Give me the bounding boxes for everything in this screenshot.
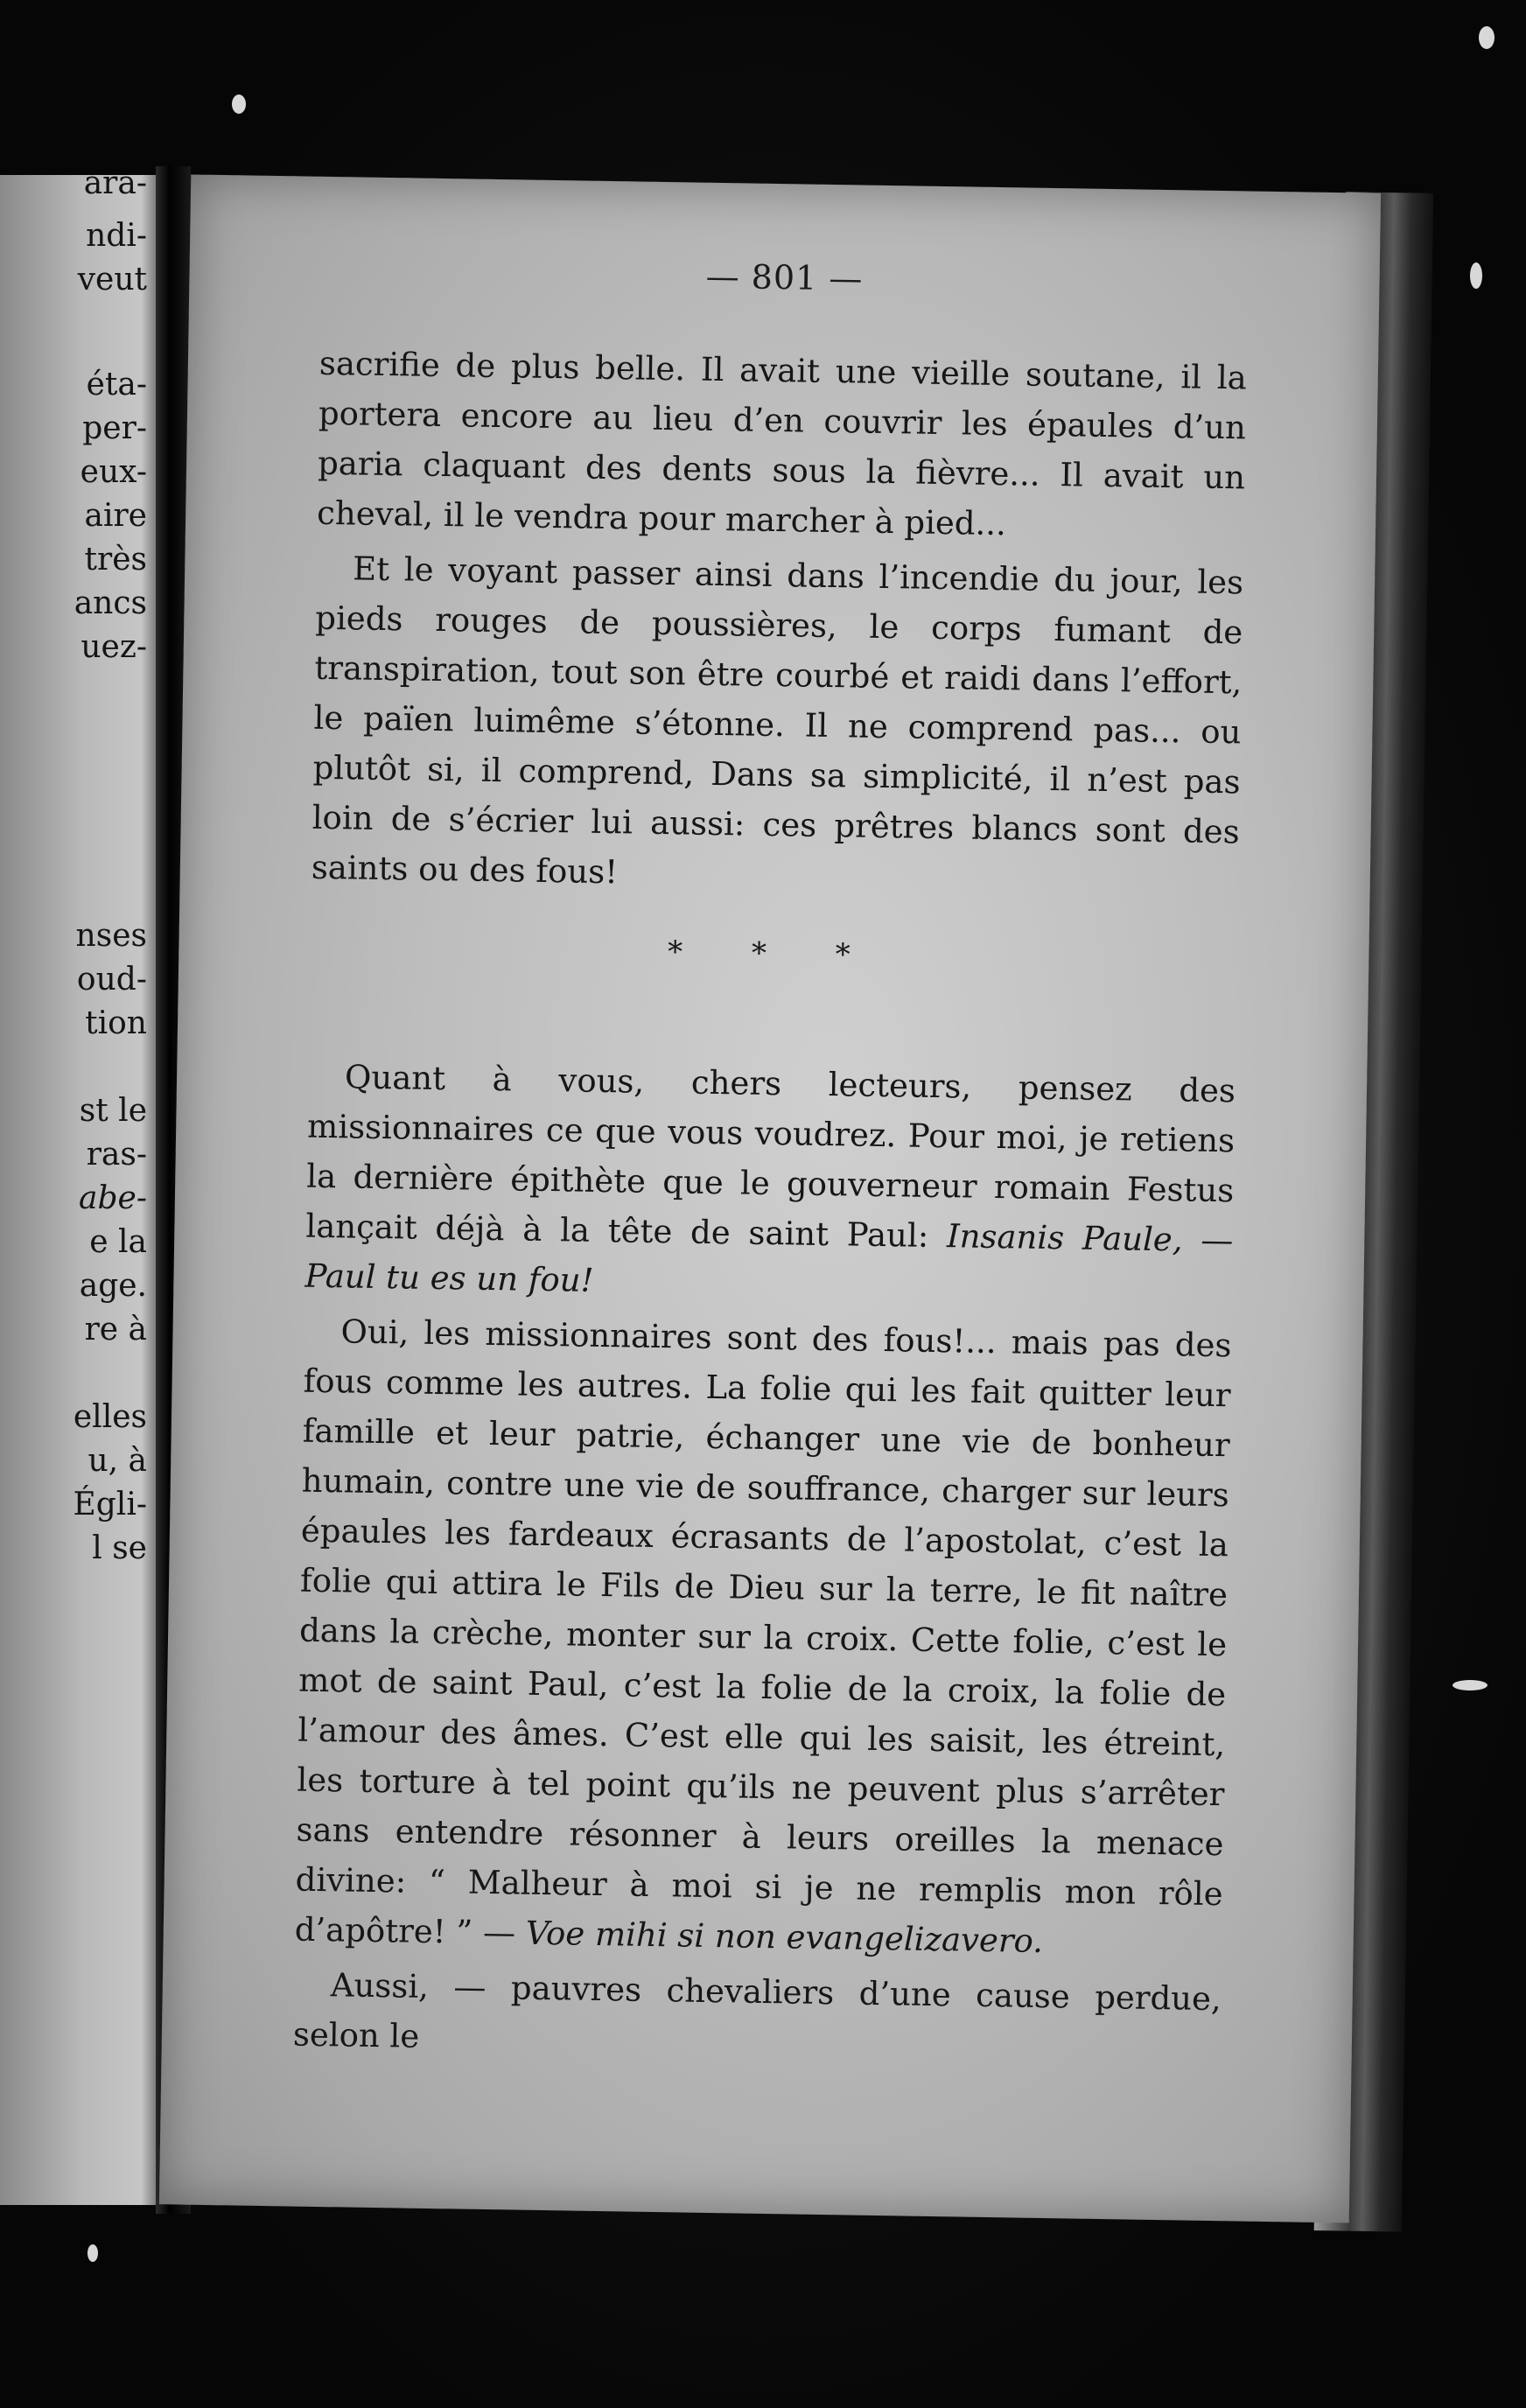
previous-page-line: aire bbox=[84, 498, 147, 534]
paragraph bbox=[304, 1052, 1236, 1316]
previous-page-line: nses bbox=[75, 918, 147, 954]
scan-speck bbox=[88, 2244, 98, 2262]
page-number: — 801 — bbox=[705, 256, 864, 298]
italic-text: Insanis Paule, — Paul tu es un fou! bbox=[304, 1217, 1234, 1299]
previous-page-line: e la bbox=[89, 1224, 147, 1260]
paragraph bbox=[292, 1960, 1222, 2075]
paragraph bbox=[294, 1306, 1232, 1970]
scan-speck bbox=[1479, 26, 1494, 49]
previous-page-line: uez- bbox=[80, 629, 147, 665]
previous-page-line: ancs bbox=[74, 585, 147, 621]
previous-page-line: st le bbox=[79, 1093, 147, 1129]
text-block-bottom bbox=[292, 1052, 1236, 2080]
text-run: sacrifie de plus belle. Il avait une vieille soutane, il la portera encore au lieu d’en couvrir les épaules d’un paria claquant des dents sous la fièvre... Il avait un cheval, il le vendra pour marcher à pied... bbox=[316, 344, 1248, 543]
text-block-top bbox=[311, 339, 1247, 913]
previous-page-fragment bbox=[0, 175, 166, 2205]
paragraph bbox=[317, 339, 1247, 553]
paragraph bbox=[311, 543, 1243, 907]
previous-page-line: elles bbox=[73, 1399, 147, 1435]
previous-page-line: oud- bbox=[76, 962, 147, 998]
previous-page-line: abe- bbox=[79, 1180, 147, 1216]
previous-page-line: l se bbox=[92, 1530, 147, 1566]
previous-page-line: per- bbox=[82, 410, 147, 446]
previous-page-line: u, à bbox=[88, 1443, 147, 1479]
previous-page-line: éta- bbox=[86, 367, 147, 402]
text-run: Et le voyant passer ainsi dans l’incendie du jour, les pieds rouges de poussières, le corps fumant de transpiration, tout son être courbé et raidi dans l’effort, le païen luimême s’étonne. Il ne comprend pas... ou plutôt si, il comprend, Dans sa simplicité, il n’est pas loin de s’écrier lui aussi: ces prêtres blancs sont des saints ou des fous! bbox=[311, 550, 1244, 892]
book-page bbox=[159, 174, 1381, 2222]
italic-text: Voe mihi si non evangelizavero. bbox=[525, 1914, 1044, 1961]
text-run: Quant à vous, chers lecteurs, pensez des missionnaires ce que vous voudrez. Pour moi, je retiens la dernière épithète que le gouverneur romain Festus lançait déjà à la tête de saint Paul: bbox=[305, 1058, 1236, 1256]
text-run: Oui, les missionnaires sont des fous!... mais pas des fous comme les autres. La folie qui les fait quitter leur famille et leur patrie, échanger une vie de bonheur humain, contre une vie de souffrance, charger sur leurs épaules les fardeaux écrasants de l’apostolat, c’est la folie qui attira le Fils de Dieu sur la terre, le fit naître dans la crèche, monter sur la croix. Cette folie, c’est le mot de saint Paul, c’est la folie de la croix, la folie de l’amour des âmes. C’est elle qui les saisit, les étreint, les torture à tel point qu’ils ne peuvent plus s’arrêter sans entendre résonner à leurs oreilles la menace divine: “ Malheur à moi si je ne remplis mon rôle d’apôtre! ” — bbox=[294, 1312, 1232, 1952]
previous-page-line: ndi- bbox=[86, 218, 147, 254]
text-run: Aussi, — pauvres chevaliers d’une cause perdue, selon le bbox=[292, 1966, 1222, 2055]
previous-page-line: age. bbox=[79, 1268, 147, 1304]
previous-page-line: veut bbox=[77, 262, 147, 298]
previous-page-line: ras- bbox=[86, 1137, 147, 1172]
section-separator: * * * bbox=[667, 934, 881, 973]
previous-page-line: re à bbox=[84, 1312, 147, 1348]
previous-page-line: ara- bbox=[83, 175, 147, 201]
previous-page-line: tion bbox=[85, 1005, 147, 1041]
scan-speck bbox=[1470, 262, 1482, 289]
scan-speck bbox=[232, 94, 246, 114]
previous-page-line: eux- bbox=[80, 454, 147, 490]
previous-page-line: Égli- bbox=[73, 1487, 147, 1522]
scan-speck bbox=[1452, 1680, 1488, 1690]
previous-page-line: très bbox=[84, 542, 147, 578]
